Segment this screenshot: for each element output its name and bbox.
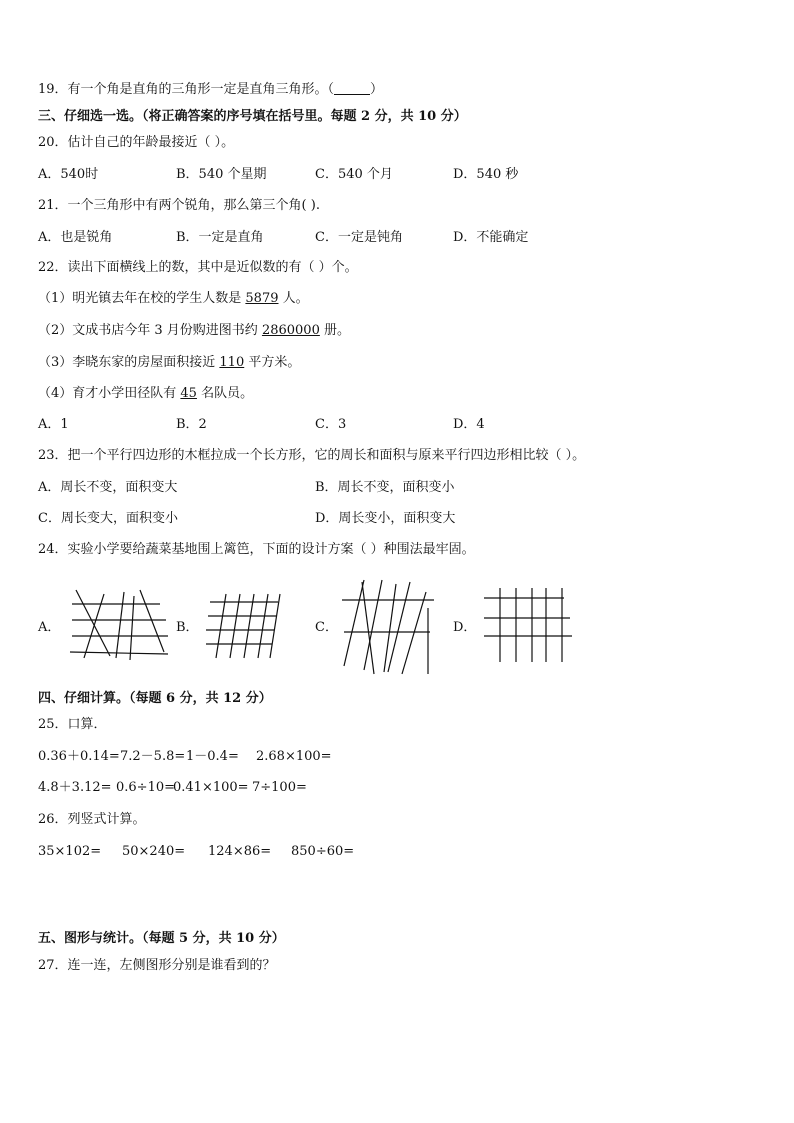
q24-label-c[interactable]: C．	[315, 620, 338, 635]
fence-figure-d	[482, 586, 574, 664]
q22-item-1-number: 5879	[245, 291, 279, 306]
q24-label-d[interactable]: D．	[453, 620, 477, 635]
question-22-stem: 22．读出下面横线上的数，其中是近似数的有（ ）个。	[38, 260, 358, 275]
q21-option-b[interactable]: B．一定是直角	[176, 230, 264, 245]
fence-figure-a	[68, 588, 172, 662]
q22-option-b[interactable]: B．2	[176, 417, 207, 432]
q24-label-a[interactable]: A．	[38, 620, 61, 635]
q20-option-d[interactable]: D．540 秒	[453, 167, 519, 182]
q22-item-3-number: 110	[219, 355, 245, 370]
q26-expr-3: 124×86=	[208, 844, 272, 859]
q22-item-2	[38, 322, 350, 340]
q22-item-1-pre: （1）明光镇去年在校的学生人数是	[38, 291, 246, 306]
question-27-stem: 27．连一连，左侧图形分别是谁看到的？	[38, 958, 276, 973]
q22-item-2-number: 2860000	[261, 323, 320, 338]
q22-option-d[interactable]: D．4	[453, 417, 485, 432]
question-24-stem: 24．实验小学要给蔬菜基地围上篱笆，下面的设计方案（ ）种围法最牢固。	[38, 542, 475, 557]
question-19	[38, 81, 383, 99]
q22-item-3	[38, 354, 300, 372]
q25-r1-expr-3: 1－0.4=	[186, 749, 239, 764]
q22-item-4-number: 45	[180, 386, 197, 401]
q22-item-1-post: 人。	[278, 291, 309, 306]
q21-option-a[interactable]: A．也是锐角	[38, 230, 113, 245]
q20-option-b[interactable]: B．540 个星期	[176, 167, 267, 182]
q25-r1-expr-1: 0.36＋0.14=	[38, 749, 120, 764]
q22-item-3-post: 平方米。	[244, 355, 301, 370]
q22-item-2-post: 册。	[319, 323, 350, 338]
question-19-close: ）	[370, 82, 384, 97]
section-4-heading: 四、仔细计算。（每题 6 分，共 12 分）	[38, 691, 272, 706]
question-21-stem: 21．一个三角形中有两个锐角，那么第三个角( ).	[38, 198, 320, 213]
q23-option-d[interactable]: D．周长变小，面积变大	[315, 511, 456, 526]
q23-option-a[interactable]: A．周长不变，面积变大	[38, 480, 178, 495]
fence-figure-b	[204, 592, 282, 662]
q25-r2-expr-4: 7÷100=	[252, 780, 307, 795]
q24-label-b[interactable]: B．	[176, 620, 199, 635]
q21-option-d[interactable]: D．不能确定	[453, 230, 529, 245]
question-23-stem: 23．把一个平行四边形的木框拉成一个长方形，它的周长和面积与原来平行四边形相比较（ ）。	[38, 448, 586, 463]
q20-option-a[interactable]: A．540时	[38, 167, 99, 182]
q25-r1-expr-4: 2.68×100=	[256, 749, 332, 764]
q22-option-a[interactable]: A．1	[38, 417, 69, 432]
q22-item-4-pre: （4）育才小学田径队有	[38, 386, 181, 401]
q22-option-c[interactable]: C．3	[315, 417, 347, 432]
question-26-stem: 26．列竖式计算。	[38, 812, 146, 827]
q22-item-2-pre: （2）文成书店今年 3 月份购进图书约	[38, 323, 262, 338]
q25-r2-expr-2: 0.6÷10=	[116, 780, 176, 795]
question-20-stem: 20．估计自己的年龄最接近（ ）。	[38, 135, 235, 150]
q25-r2-expr-3: 0.41×100=	[173, 780, 249, 795]
q21-option-c[interactable]: C．一定是钝角	[315, 230, 403, 245]
question-19-text: 19．有一个角是直角的三角形一定是直角三角形。（	[38, 82, 335, 97]
fence-figure-c	[340, 578, 436, 676]
q26-expr-4: 850÷60=	[291, 844, 355, 859]
q22-item-1	[38, 290, 309, 308]
section-3-heading: 三、仔细选一选。（将正确答案的序号填在括号里。每题 2 分，共 10 分）	[38, 109, 467, 124]
question-25-stem: 25．口算．	[38, 717, 107, 732]
q22-item-4	[38, 385, 253, 403]
q22-item-3-pre: （3）李晓东家的房屋面积接近	[38, 355, 220, 370]
q26-expr-1: 35×102=	[38, 844, 102, 859]
q26-expr-2: 50×240=	[122, 844, 186, 859]
q25-r2-expr-1: 4.8＋3.12=	[38, 780, 112, 795]
q23-option-c[interactable]: C．周长变大，面积变小	[38, 511, 178, 526]
q23-option-b[interactable]: B．周长不变，面积变小	[315, 480, 455, 495]
q25-r1-expr-2: 7.2－5.8=	[120, 749, 186, 764]
answer-blank[interactable]	[334, 82, 370, 95]
q20-option-c[interactable]: C．540 个月	[315, 167, 393, 182]
section-5-heading: 五、图形与统计。（每题 5 分，共 10 分）	[38, 931, 285, 946]
q22-item-4-post: 名队员。	[196, 386, 254, 401]
